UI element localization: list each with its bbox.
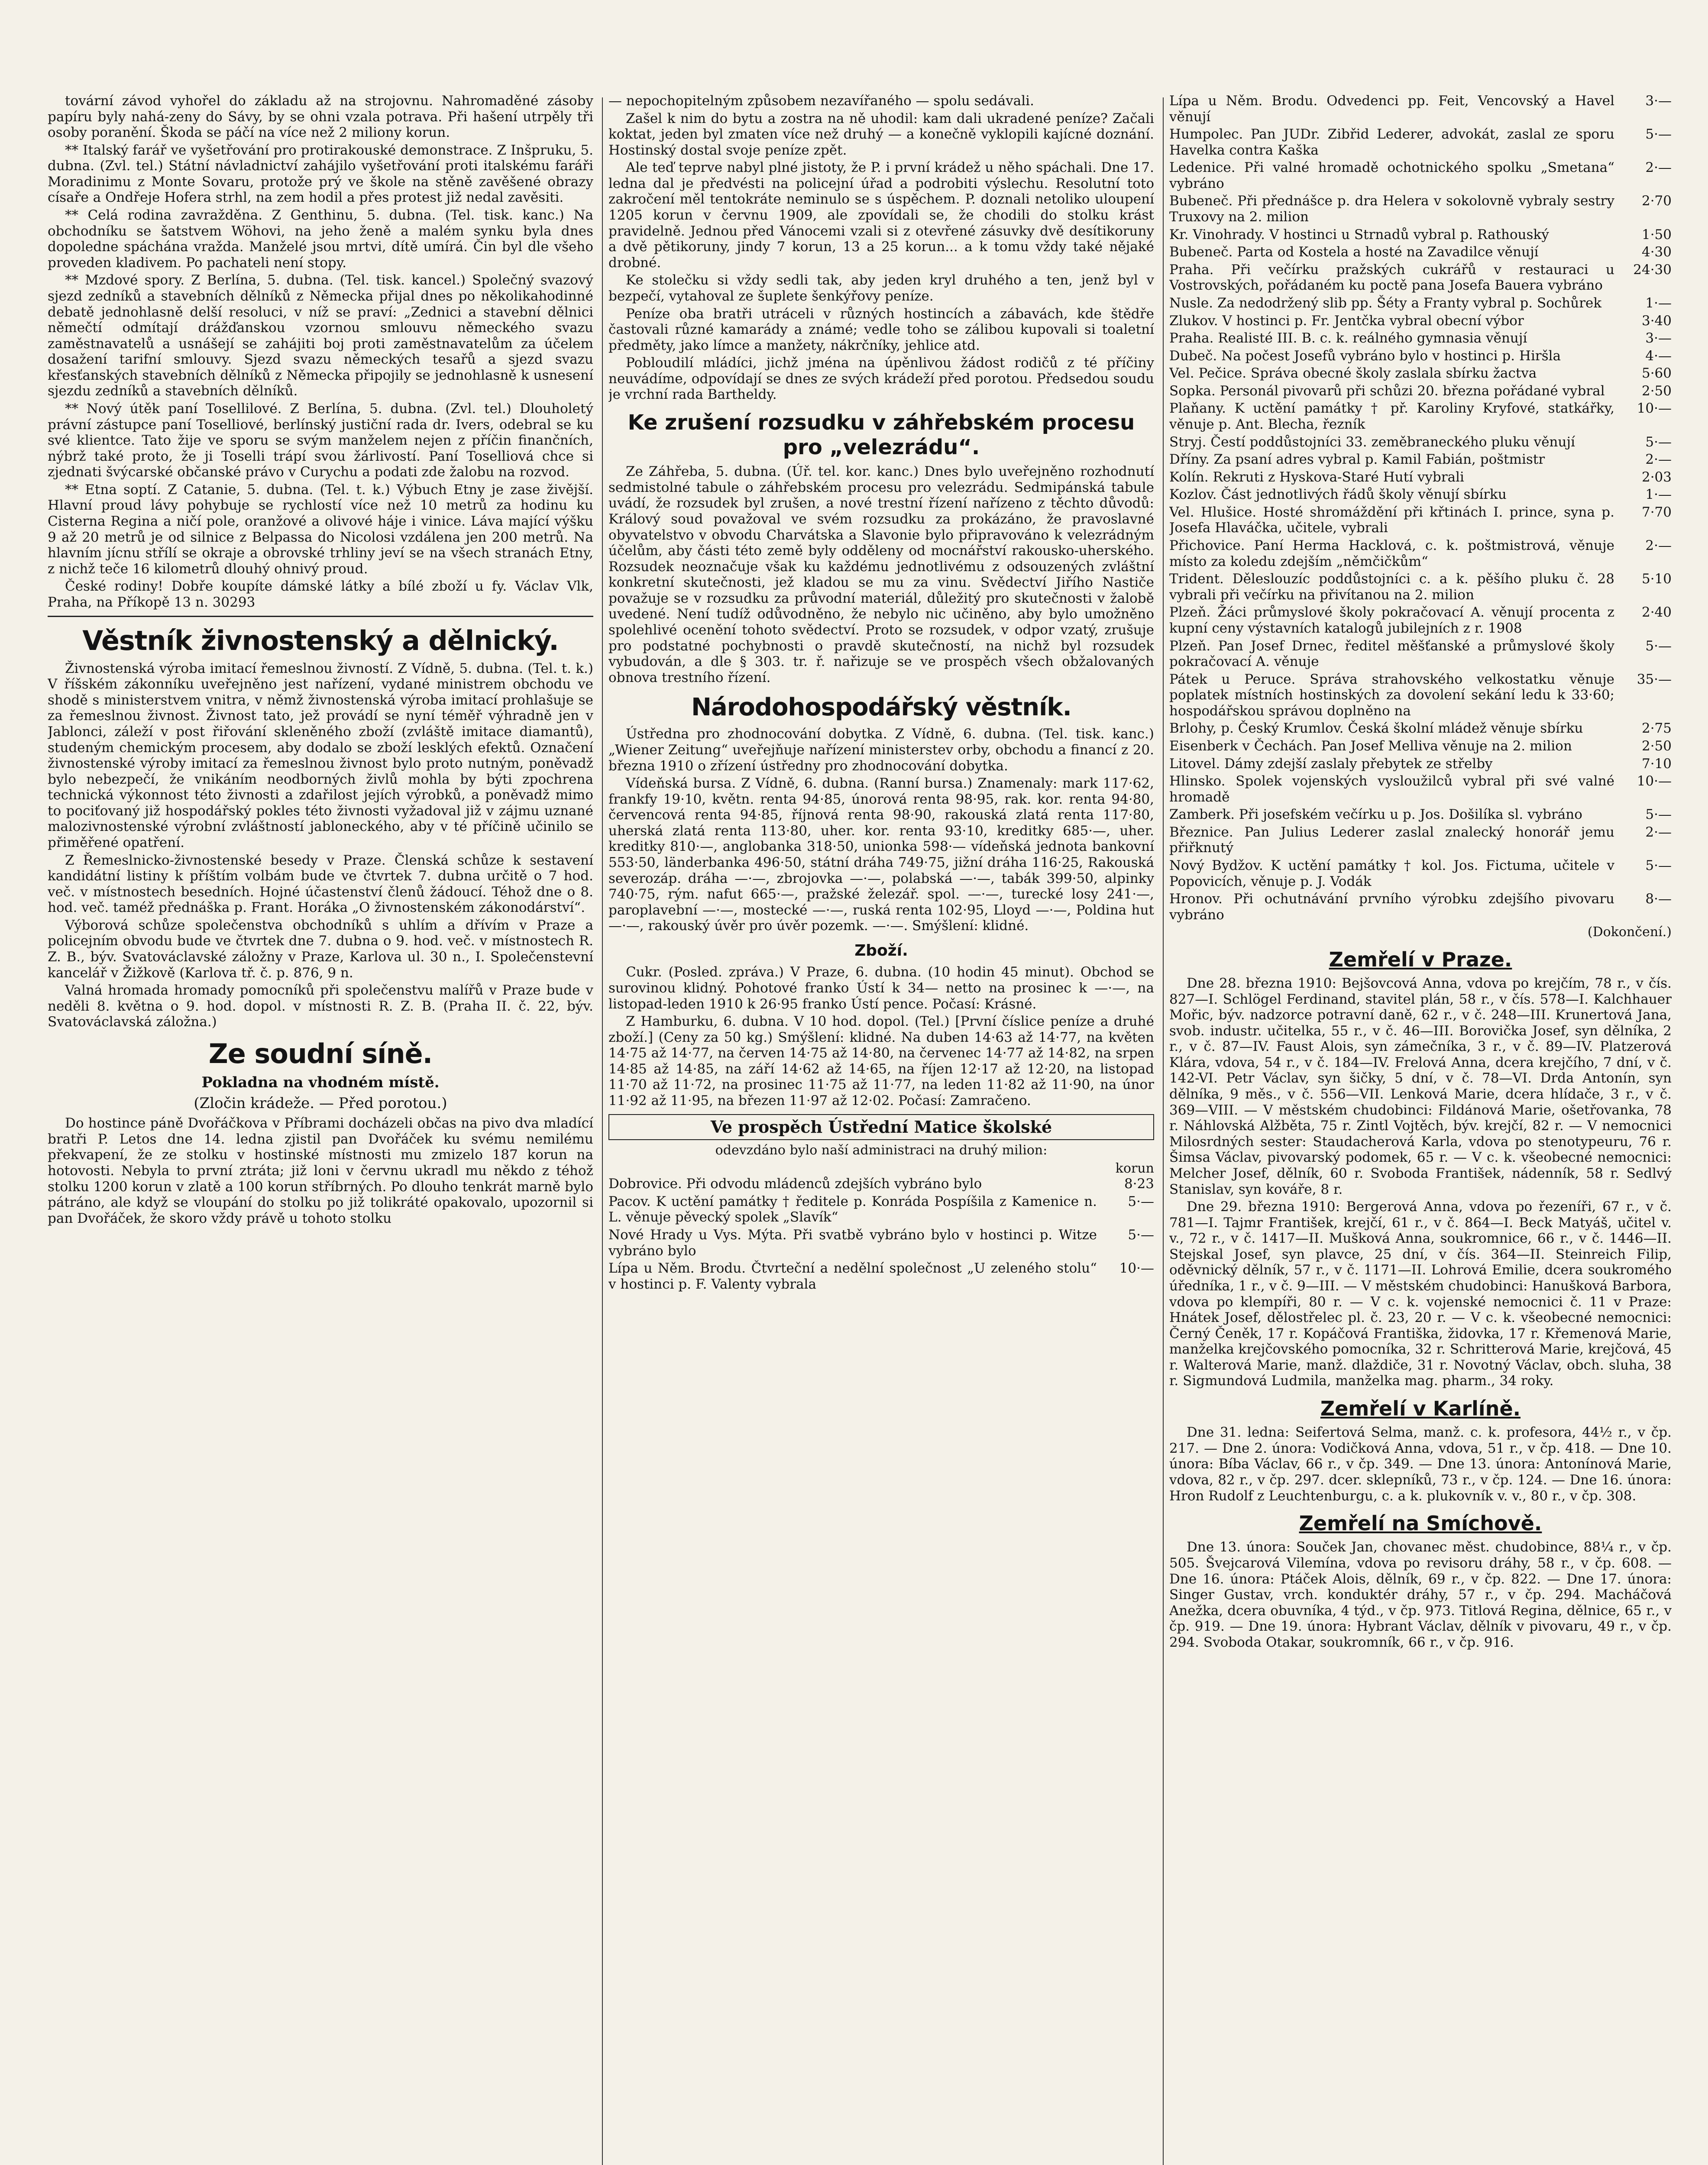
donation-text: Trident. Děleslouzíc poddůstojníci c. a k. pěšího pluku č. 28 vybrali při večírku na přivítanou na 2. milion bbox=[1169, 571, 1614, 603]
donation-amount: 3·40 bbox=[1641, 313, 1672, 329]
donation-row bbox=[1169, 638, 1672, 670]
article-subheading: Pokladna na vhodném místě. bbox=[201, 1074, 440, 1092]
donation-row bbox=[1169, 504, 1672, 536]
article-text: Peníze oba bratři utráceli v různých hostincích a zábavách, kde štědře častovali různé kamarády a známé; vedle toho se zálibou kupovali si toaletní předměty, jako límce a manžety, nákrčníky, jehlice atd. bbox=[608, 306, 1154, 353]
donation-amount: 5·— bbox=[1128, 1193, 1154, 1209]
donation-amount: 4·30 bbox=[1641, 244, 1672, 260]
donation-amount: 5·— bbox=[1645, 434, 1672, 450]
article-text: — nepochopitelným způsobem nezavířaného — spolu sedávali. bbox=[608, 93, 1034, 109]
donation-row bbox=[1169, 858, 1672, 889]
article-text: Zašel k nim do bytu a zostra na ně uhodil: kam dali ukradené peníze? Začali koktat, jeden byl zmaten více než druhý — a konečně vyklopili kajícné doznání. Hostinský dostal svoje peníze zpět. bbox=[608, 110, 1154, 158]
column-1 bbox=[48, 93, 593, 2165]
box-subheading: odevzdáno bylo naší administraci na druhý milion: bbox=[715, 1143, 1048, 1158]
article-text: ** Etna soptí. Z Catanie, 5. dubna. (Tel. t. k.) Výbuch Etny je zase živější. Hlavní proud lávy pohybuje se rychlostí více než 10 metrů za hodinu ku Cisterna Regina a ničí pole, oranžové a olivové háje i vinice. Láva mající výšku 9 až 20 metrů je od silnice z Belpassa do Nicolosi vzdálena jen 200 metrů. Na hlavním jícnu střílí se okraje a obrovské trhliny jeví se na všech stranách Etny, z nichž teče 16 kilometrů dlouhý ohnivý proud. bbox=[48, 481, 593, 577]
donation-text: Dubeč. Na počest Josefů vybráno bylo v hostinci p. Hiršla bbox=[1169, 348, 1561, 364]
donation-amount: 2·50 bbox=[1641, 738, 1672, 754]
donation-amount: 3·— bbox=[1645, 93, 1672, 109]
donation-text: Nusle. Za nedodržený slib pp. Šéty a Franty vybral p. Sochůrek bbox=[1169, 295, 1602, 311]
donation-row bbox=[1169, 348, 1672, 364]
obituary-text: Dne 13. února: Souček Jan, chovanec měst. chudobince, 88¼ r., v čp. 505. Švejcarová Vilemína, vdova po revisoru dráhy, 58 r., v čp. 608. — Dne 16. února: Ptáček Alois, dělník, 69 r., v čp. 822. — Dne 17. února: Singer Gustav, vrch. konduktér dráhy, 57 r., v čp. 294. Macháčová Anežka, dcera obuvníka, 4 týd., v čp. 973. Titlová Regina, dělnice, 65 r., v čp. 919. — Dne 19. února: Hybrant Václav, dělník v pivovaru, 49 r., v čp. 294. Svoboda Otakar, soukromník, 66 r., v čp. 916. bbox=[1169, 1539, 1672, 1650]
donation-row bbox=[1169, 721, 1672, 737]
article-text: Cukr. (Posled. zpráva.) V Praze, 6. dubna. (10 hodin 45 minut). Obchod se surovinou klidný. Pohotové franko Ústí k 34— netto na prosinec k —·—, na listopad-leden 1910 k 26·95 franko Ústí pence. Počasí: Krásné. bbox=[608, 964, 1154, 1012]
article-text: Z Hamburku, 6. dubna. V 10 hod. dopol. (Tel.) [První číslice peníze a druhé zboží.] (Ceny za 50 kg.) Smýšlení: klidné. Na duben 14·63 až 14·77, na květen 14·75 až 14·77, na červen 14·75 až 14·80, na červenec 14·77 až 14·82, na srpen 14·85 až 14·85, na září 14·62 až 14·65, na říjen 12·17 až 12·20, na listopad 11·70 až 11·72, na prosinec 11·75 až 11·77, na leden 11·82 až 11·90, na únor 11·92 až 11·95, na březen 11·97 až 12·02. Počasí: Zamračeno. bbox=[608, 1014, 1154, 1109]
donation-row bbox=[608, 1227, 1154, 1259]
donation-row bbox=[1169, 571, 1672, 603]
article-text: Výborová schůze společenstva obchodníků s uhlím a dřívím v Praze a policejním obvodu bude ve čtvrtek dne 7. dubna o 9. hod. več. v místnostech R. Z. B., býv. Svatováclavské záložny v Praze, Karlova ul. 30 n., I. Společenstevní kancelář v Žižkově (Karlova tř. č. p. 876, 9 n. bbox=[48, 917, 593, 981]
donation-text: Litovel. Dámy zdejší zaslaly přebytek ze střelby bbox=[1169, 756, 1493, 772]
donation-amount: 2·40 bbox=[1641, 604, 1672, 620]
donation-text: Bubeneč. Parta od Kostela a hosté na Zavadilce věnují bbox=[1169, 244, 1539, 260]
donation-row bbox=[1169, 227, 1672, 243]
donation-row bbox=[1169, 773, 1672, 805]
donation-text: Humpolec. Pan JUDr. Zibřid Lederer, advokát, zaslal ze sporu Havelka contra Kaška bbox=[1169, 126, 1614, 158]
donation-row bbox=[1169, 452, 1672, 468]
donation-text: Brlohy, p. Český Krumlov. Česká školní mládež věnuje sbírku bbox=[1169, 721, 1583, 737]
donation-text: Dříny. Za psaní adres vybral p. Kamil Fabián, poštmistr bbox=[1169, 452, 1545, 468]
obituary-text: Dne 29. března 1910: Bergerová Anna, vdova po řezeníři, 67 r., v č. 781—I. Tajmr František, krejčí, 61 r., v č. 864—I. Beck Matyáš, učitel v. v., 72 r., v č. 1417—II. Mušková Anna, soukromnice, 66 r., v č. 1446—II. Stejskal Josef, syn plavce, 25 dní, v čís. 364—II. Steinreich Filip, oděvnický dělník, 57 r., v č. 1171—II. Lohrová Emilie, dcera soukromého úředníka, 1 r., v č. 9—III. — V městském chudobinci: Hanušková Barbora, vdova po klempíři, 80 r. — V c. k. vojenské nemocnici č. 11 v Praze: Hnátek Josef, dělostřelec pl. č. 23, 20 r. — V c. k. všeobecné nemocnici: Černý Čeněk, 17 r. Kopáčová Františka, židovka, 17 r. Křemenová Marie, manželka krejčovského pomocníka, 32 r. Schritterová Marie, krejčová, 45 r. Walterová Marie, manž. dlaždiče, 31 r. Novotný Václav, obch. sluha, 38 r. Sigmundová Ludmila, manželka mag. pharm., 34 roky. bbox=[1169, 1199, 1672, 1389]
continuation-note: (Dokončení.) bbox=[1587, 924, 1672, 940]
article-text: Ke stolečku si vždy sedli tak, aby jeden kryl druhého a ten, jenž byl v bezpečí, vytahoval ze šuplete šenkýřovy peníze. bbox=[608, 272, 1154, 304]
donation-row bbox=[1169, 807, 1672, 823]
section-heading: Věstník živnostenský a dělnický. bbox=[82, 624, 559, 656]
donation-row bbox=[608, 1194, 1154, 1225]
donation-amount: 7·10 bbox=[1641, 756, 1672, 772]
donation-row bbox=[1169, 330, 1672, 346]
donation-row bbox=[1169, 160, 1672, 191]
donation-text: Eisenberk v Čechách. Pan Josef Melliva věnuje na 2. milion bbox=[1169, 738, 1572, 754]
donation-amount: 10·— bbox=[1637, 773, 1672, 789]
article-text: Z Řemeslnicko-živnostenské besedy v Praze. Členská schůze k sestavení kandidátní listiny k příštím volbám bude ve čtvrtek 7. dubna určitě o 7 hod. več. v místnostech besedních. Hojné účastenství členů žádoucí. Téhož dne o 8. hod. več. taméž přednáška p. Frant. Horáka „O živnostenském zákonodárství“. bbox=[48, 852, 593, 916]
donation-amount: 24·30 bbox=[1633, 262, 1672, 278]
donation-text: Plaňany. K uctění památky † př. Karoliny Kryfové, statkářky, věnuje p. Ant. Blecha, řezník bbox=[1169, 401, 1614, 432]
article-text: Do hostince páně Dvořáčkova v Příbrami docházeli občas na pivo dva mladící bratři P. Letos dne 14. ledna zjistil pan Dvořáček ku svému nemilému překvapení, že ze stolku v hostinské místnosti mu zmizelo 187 korun na hotovosti. Nebyla to první ztráta; již loni v červnu ukradl mu někdo z téhož stolku 1200 korun v zlatě a 100 korun stříbrných. Po dlouho tenkrát marně bylo pátráno, ale když se vloupání do stolku po již tolikráté opakovalo, upozornil si pan Dvořáček, že skoro vždy právě u tohoto stolku bbox=[48, 1115, 593, 1226]
donation-text: Kolín. Rekruti z Hyskova-Staré Hutí vybrali bbox=[1169, 469, 1464, 485]
donation-amount: 1·— bbox=[1645, 487, 1672, 503]
article-text: Pobloudilí mládíci, jichž jména na úpěnlivou žádost rodičů z té příčiny neuvádíme, odpovídají se dnes ze svých krádeží před porotou. Předsedou soudu je vrchní rada Bartheldy. bbox=[608, 355, 1154, 403]
section-heading: Zboží. bbox=[854, 941, 908, 960]
donation-amount: 2·— bbox=[1645, 452, 1672, 468]
donation-amount: 8·23 bbox=[1124, 1176, 1154, 1192]
donation-amount: 5·— bbox=[1128, 1227, 1154, 1243]
donation-row bbox=[1169, 383, 1672, 399]
donation-row bbox=[1169, 365, 1672, 381]
donation-row bbox=[1169, 244, 1672, 260]
donation-row bbox=[1169, 401, 1672, 432]
donation-text: Vel. Pečice. Správa obecné školy zaslala sbírku žactva bbox=[1169, 365, 1537, 381]
donation-row bbox=[1169, 313, 1672, 329]
donation-amount: 10·— bbox=[1637, 401, 1672, 417]
donation-text: Pátek u Peruce. Správa strahovského velkostatku věnuje poplatek místních hostinských za dovolení sekání ledu k 33·60; hospodářskou správou doplněno na bbox=[1169, 671, 1614, 719]
donation-text: Hlinsko. Spolek vojenských vysloužilců vybral při své valné hromadě bbox=[1169, 773, 1614, 805]
advertisement: České rodiny! Dobře koupíte dámské látky a bílé zboží u fy. Václav Vlk, Praha, na Příkopě 13 n. 30293 bbox=[48, 578, 593, 610]
donation-text: Kozlov. Část jednotlivých řádů školy věnují sbírku bbox=[1169, 487, 1507, 503]
article-text: tovární závod vyhořel do základu až na strojovnu. Nahromaděné zásoby papíru byly nahá-zeny do Sávy, by se ohni vzala potrava. Při hašení utrpěly tři osoby poranění. Škoda se páčí na více než 2 miliony korun. bbox=[48, 93, 593, 141]
donation-text: Březnice. Pan Julius Lederer zaslal znalecký honorář jemu přiřknutý bbox=[1169, 824, 1614, 856]
donation-list bbox=[608, 1176, 1154, 1292]
obituary-text: Dne 28. března 1910: Bejšovcová Anna, vdova po krejčím, 78 r., v čís. 827—I. Schlögel Ferdinand, stavitel plán, 58 r., v čís. 578—I. Kalchhauer Mořic, býv. nadzorce potravní daně, 62 r., v č. 248—III. Krunertová Jana, svob. industr. učitelka, 55 r., v č. 46—III. Borovička Josef, syn dělníka, 2 r., v č. 87—IV. Faust Alois, syn zámečníka, 3 r., v č. 89—IV. Platzerová Klára, vdova, 54 r., v č. 184—IV. Frelová Anna, dcera krejčího, 7 dní, v č. 142-VI. Petr Václav, syn šičky, 5 dní, v č. 78—VI. Drda Antonín, syn dělníka, 9 měs., v č. 556—VII. Lenková Marie, dcera hlídače, 3 r., v č. 369—VIII. — V městském chudobinci: Fildánová Marie, ošetřovanka, 78 r. Náhlovská Alžběta, 75 r. Zintl Vojtěch, býv. krejčí, 82 r. — V nemocnici Milosrdných sester: Staudacherová Karla, vdova po stenotypeuru, 76 r. Šimsa Václav, pivovarský podomek, 65 r. — V c. k. všeobecné nemocnici: Melcher Josef, dělník, 60 r. Svoboda František, nádenník, 58 r. Sedlvý Stanislav, syn kováře, 8 r. bbox=[1169, 975, 1672, 1197]
donation-list bbox=[1169, 93, 1672, 923]
donation-amount: 35·— bbox=[1637, 671, 1672, 687]
donation-row bbox=[1169, 126, 1672, 158]
donation-text: Plzeň. Pan Josef Drnec, ředitel měšťanské a průmyslové školy pokračovací A. věnuje bbox=[1169, 638, 1614, 670]
column-divider bbox=[602, 97, 603, 2165]
article-text: Valná hromada hromady pomocníků při společenstvu malířů v Praze bude v neděli 8. května o 9. hod. dopol. v místnosti R. Z. B. (Praha II. č. 22, býv. Svatováclavská záložna.) bbox=[48, 982, 593, 1030]
donation-amount: 1·— bbox=[1645, 295, 1672, 311]
article-text: Ze Záhřeba, 5. dubna. (Úř. tel. kor. kanc.) Dnes bylo uveřejněno rozhodnutí sedmistolné tabule o záhřebském procesu pro velezrádu. Sedmipánská tabule uvádí, že rozsudek byl zrušen, a nové trestní řízení nařízeno z těchto důvodů: Králový soud považoval ve svém rozsudku za prokázáno, že pravoslavné obyvatelstvo v obvodu Charvátska a Slavonie bylo připravováno k velezrádným účelům, aby části této země byly odděleny od mocnářství rakousko-uherského. Rozsudek neoznačuje však ku každému jednotlivému z odsouzených zvláštní konkretní skutečnosti, jež kladou se mu za vinu. Svědectví Jiřího Nastiče považuje se v rozsudku za průvodní materiál, důležitý pro skutečnosti v žalobě uvedené. Není tudíž odůvodněno, že nebylo nic učiněno, aby bylo umožněno spolehlivé ocenění tohoto svědectví. Proto se rozsudek, v odpor vzatý, zrušuje pro podstatné pochybnosti o pravdě skutečností, na nichž byl rozsudek vybudován, a dle § 303. tr. ř. nařizuje se ve prospěch všech obžalovaných obnova trestního řízení. bbox=[608, 464, 1154, 685]
donation-text: Ledenice. Při valné hromadě ochotnického spolku „Smetana“ vybráno bbox=[1169, 160, 1614, 191]
donation-text: Zamberk. Při josefském večírku u p. Jos. Došilíka sl. vybráno bbox=[1169, 807, 1582, 823]
box-heading: Ve prospěch Ústřední Matice školské bbox=[608, 1114, 1154, 1141]
donation-row bbox=[1169, 672, 1672, 719]
donation-amount: 4·— bbox=[1645, 348, 1672, 364]
article-text: ** Mzdové spory. Z Berlína, 5. dubna. (Tel. tisk. kancel.) Společný svazový sjezd zedníků a stavebních dělníků z Německa přijal dnes po několikahodinné debatě jednohlasně delší resoluci, v níž se praví: „Zednici a stavební dělnici němečtí odmítají drážďanskou vzornou smlouvu německého svazu zaměstnavatelů a usnášejí se zahájiti boj proti zaměstnavatelům za účelem dosažení tarifní smlouvy. Sjezd svazu německých tesařů a sjezd svazu křesťanských stavebních dělníků z Německa připojily se jednohlasně k usnesení sjezdu zedníků a stavebních dělníků. bbox=[48, 272, 593, 399]
donation-row bbox=[1169, 93, 1672, 125]
donation-text: Vel. Hlušice. Hosté shromáždění při křtinách I. prince, syna p. Josefa Hlaváčka, učitele, vybrali bbox=[1169, 504, 1614, 536]
donation-row bbox=[1169, 738, 1672, 754]
column-3 bbox=[1169, 93, 1672, 2165]
donation-amount: 10·— bbox=[1119, 1260, 1154, 1276]
donation-amount: 5·— bbox=[1645, 858, 1672, 874]
article-subheading: (Zločin krádeže. — Před porotou.) bbox=[194, 1095, 447, 1112]
donation-text: Stryj. Čestí poddůstojníci 33. zeměbraneckého pluku věnují bbox=[1169, 434, 1575, 450]
donation-text: Plzeň. Žáci průmyslové školy pokračovací A. věnují procenta z kupní ceny výstavních katalogů jubilejních z r. 1908 bbox=[1169, 604, 1614, 636]
obituary-text: Dne 31. ledna: Seifertová Selma, manž. c. k. profesora, 44½ r., v čp. 217. — Dne 2. února: Vodičková Anna, vdova, 51 r., v čp. 418. — Dne 10. února: Bíba Václav, 66 r., v čp. 349. — Dne 13. února: Antonínová Marie, vdova, 82 r., v čp. 297. dcer. sklepníků, 73 r., v čp. 124. — Dne 16. února: Hron Rudolf z Leuchtenburgu, c. a k. plukovník v. v., 80 r., v čp. 308. bbox=[1169, 1425, 1672, 1504]
section-heading: Zemřelí v Karlíně. bbox=[1320, 1397, 1521, 1421]
donation-amount: 1·50 bbox=[1641, 226, 1672, 242]
donation-row bbox=[1169, 434, 1672, 450]
column-2 bbox=[608, 93, 1154, 2165]
donation-text: Nové Hrady u Vys. Mýta. Při svatbě vybráno bylo v hostinci p. Witze vybráno bylo bbox=[608, 1227, 1097, 1259]
amount-unit-label: korun bbox=[1115, 1160, 1154, 1176]
donation-text: Lípa u Něm. Brodu. Odvedenci pp. Feit, Vencovský a Havel věnují bbox=[1169, 93, 1614, 125]
section-heading: Zemřelí na Smíchově. bbox=[1299, 1512, 1542, 1535]
donation-amount: 5·— bbox=[1645, 807, 1672, 823]
donation-amount: 5·— bbox=[1645, 126, 1672, 142]
donation-row bbox=[1169, 262, 1672, 294]
donation-row bbox=[1169, 538, 1672, 569]
donation-text: Přichovice. Paní Herma Hacklová, c. k. poštmistrová, věnuje místo za koledu zdejším „němčičkům“ bbox=[1169, 538, 1614, 569]
donation-amount: 2·75 bbox=[1641, 721, 1672, 737]
article-text: ** Nový útěk paní Tosellilové. Z Berlína, 5. dubna. (Zvl. tel.) Dlouholetý právní zástupce paní Toselliové, berlínský justiční rada dr. Ivers, odebral se ku své klientce. Tato žije ve sporu se svým manželem nejen z příčin finančních, nýbrž také proto, že ji Toselli trápí svou žárlivostí. Paní Toselliová chce si zjednati švýcarské občanské právo v Curychu a podati zde žalobu na rozvod. bbox=[48, 401, 593, 480]
donation-row bbox=[1169, 604, 1672, 636]
donation-amount: 3·— bbox=[1645, 330, 1672, 346]
donation-amount: 2·50 bbox=[1641, 383, 1672, 399]
donation-text: Praha. Realisté III. B. c. k. reálného gymnasia věnují bbox=[1169, 330, 1527, 346]
donation-text: Lípa u Něm. Brodu. Čtvrteční a nedělní společnost „U zeleného stolu“ v hostinci p. F. Valenty vybrala bbox=[608, 1260, 1097, 1292]
donation-amount: 2·70 bbox=[1641, 193, 1672, 209]
article-text: ** Celá rodina zavražděna. Z Genthinu, 5. dubna. (Tel. tisk. kanc.) Na obchodníku se šatstvem Wöhovi, na jeho ženě a malém synku byla dnes dopoledne spáchána vražda. Manželé jsou mrtvi, dítě umírá. Čin byl dle všeho proveden kladivem. Po pachateli není stopy. bbox=[48, 207, 593, 271]
donation-row bbox=[1169, 487, 1672, 503]
section-rule bbox=[48, 616, 593, 617]
section-heading: Zemřelí v Praze. bbox=[1329, 947, 1512, 971]
donation-amount: 8·— bbox=[1645, 891, 1672, 907]
article-text: Vídeňská bursa. Z Vídně, 6. dubna. (Ranní bursa.) Znamenaly: mark 117·62, frankfy 19·10, květn. renta 94·85, únorová renta 98·95, rak. kor. renta 94·80, červencová renta 94·85, říjnová renta 98·90, rakouská zlatá renta 117·80, uherská zlatá renta 113·80, uher. kor. renta 93·10, kreditky 685·—, uher. kreditky 810·—, anglobanka 318·50, unionka 598·— vídeňská jednota bankovní 553·50, länderbanka 496·50, státní dráha 749·75, jižní dráha 116·25, Rakouská severozáp. dráha —·—, zbrojovka —·—, polabská —·—, tabák 399·50, alpinky 740·75, rým. nafut 665·—, pražské železář. spol. —·—, turecké losy 241·—, paroplavební —·—, mostecké —·—, ruská renta 102·95, Lloyd —·—, Poldina hut —·—, rakouský úvěr pro úvěr pozemk. —·—. Smýšlení: klidné. bbox=[608, 776, 1154, 934]
donation-row bbox=[608, 1260, 1154, 1292]
donation-text: Dobrovice. Při odvodu mládenců zdejších vybráno bylo bbox=[608, 1176, 982, 1192]
article-text: Živnostenská výroba imitací řemeslnou živností. Z Vídně, 5. dubna. (Tel. t. k.) V říšském zákonníku uveřejněno jest nařízení, vydané ministrem obchodu ve shodě s ministerstvem vnitra, v němž živnostenská výroba imitací prohlašuje se za řemeslnou živnost. Živnost tato, jež provádí se nyní téměř výhradně jen v Jablonci, záleží v post řiřování skleněného zboží (zvláště imitace diamantů), studeným chemickým procesem, aby dodalo se zboží lesklých efektů. Označení živnostenské výroby imitací za řemeslnou živnost bylo proto nutným, poněvadž bylo nebezpečí, že vnikáním neodborných živlů mohla by býti zpochrena technická výkonnost této živnosti a zdařilost jejích výrobků, a poněvadž mimo to pociťovaný již hospodářský pokles této živnosti vyžadoval již v zájmu uznané malozivnostenské výrobní zvláštností jabloneckého, aby v té příčině učinilo se přiměřené opatření. bbox=[48, 660, 593, 851]
donation-text: Praha. Při večírku pražských cukrářů v restauraci u Vostrovských, pořádaném ku poctě pana Josefa Bauera vybráno bbox=[1169, 262, 1614, 294]
donation-row bbox=[1169, 295, 1672, 311]
donation-amount: 5·— bbox=[1645, 638, 1672, 654]
donation-text: Kr. Vinohrady. V hostinci u Strnadů vybral p. Rathouský bbox=[1169, 226, 1549, 242]
section-heading: Národohospodářský věstník. bbox=[691, 693, 1071, 722]
donation-row bbox=[608, 1176, 1154, 1192]
donation-row bbox=[1169, 469, 1672, 485]
donation-text: Nový Bydžov. K uctění památky † kol. Jos. Fictuma, učitele v Popovicích, věnuje p. J. Vodák bbox=[1169, 858, 1614, 889]
donation-row bbox=[1169, 891, 1672, 923]
article-text: ** Italský farář ve vyšetřování pro protirakouské demonstrace. Z Inšpruku, 5. dubna. (Zvl. tel.) Státní návladnictví zahájilo vyšetřování proti italskému faráři Moradinimu z Monte Sovaru, protože prý ve škole na stěně zavěšené obrazy císaře a Ondřeje Hofera strhl, na zem hodil a přes protest již nedal zavěsiti. bbox=[48, 142, 593, 206]
article-text: Ale teď teprve nabyl plné jistoty, že P. i první krádež u něho spáchali. Dne 17. ledna dal je předvésti na policejní úřad a podrobiti výslechu. Resolutní toto zakročení měl tentokráte neminulo se s úspěchem. P. doznali netoliko uloupení 1205 korun v červnu 1909, ale zpovídali se, že chodili do stolku krást pravidelně. Jednou před Vánocemi vzali si z otevřené zásuvky dvě desítikoruny a dvě pětikoruny, jindy 7 korun, 13 a 25 korun... a k tomu vždy také nějaké drobné. bbox=[608, 160, 1154, 271]
donation-amount: 5·10 bbox=[1641, 571, 1672, 587]
donation-text: Bubeneč. Při přednášce p. dra Helera v sokolovně vybraly sestry Truxovy na 2. milion bbox=[1169, 193, 1614, 225]
donation-row bbox=[1169, 756, 1672, 772]
donation-amount: 2·— bbox=[1645, 160, 1672, 176]
donation-text: Sopka. Personál pivovarů při schůzi 20. března pořádané vybral bbox=[1169, 383, 1605, 399]
donation-row bbox=[1169, 193, 1672, 225]
donation-amount: 2·— bbox=[1645, 538, 1672, 554]
donation-row bbox=[1169, 824, 1672, 856]
donation-amount: 2·— bbox=[1645, 824, 1672, 840]
donation-amount: 5·60 bbox=[1641, 365, 1672, 381]
section-heading: Ke zrušení rozsudku v záhřebském procesu pro „velezrádu“. bbox=[628, 410, 1135, 459]
article-text: Ústředna pro zhodnocování dobytka. Z Vídně, 6. dubna. (Tel. tisk. kanc.) „Wiener Zeitung“ uveřejňuje nařízení ministerstev orby, obchodu a financí z 20. března 1910 o zřízení ústředny pro zhodnocování dobytka. bbox=[608, 726, 1154, 774]
donation-text: Hronov. Při ochutnávání prvního výrobku zdejšího pivovaru vybráno bbox=[1169, 891, 1614, 923]
section-heading: Ze soudní síně. bbox=[208, 1037, 433, 1070]
column-divider bbox=[1163, 97, 1164, 2165]
donation-amount: 2·03 bbox=[1641, 469, 1672, 485]
donation-text: Zlukov. V hostinci p. Fr. Jentčka vybral obecní výbor bbox=[1169, 313, 1524, 329]
donation-text: Pacov. K uctění památky † ředitele p. Konráda Pospíšila z Kamenice n. L. věnuje pěvecký spolek „Slavík“ bbox=[608, 1193, 1097, 1225]
donation-amount: 7·70 bbox=[1641, 504, 1672, 520]
